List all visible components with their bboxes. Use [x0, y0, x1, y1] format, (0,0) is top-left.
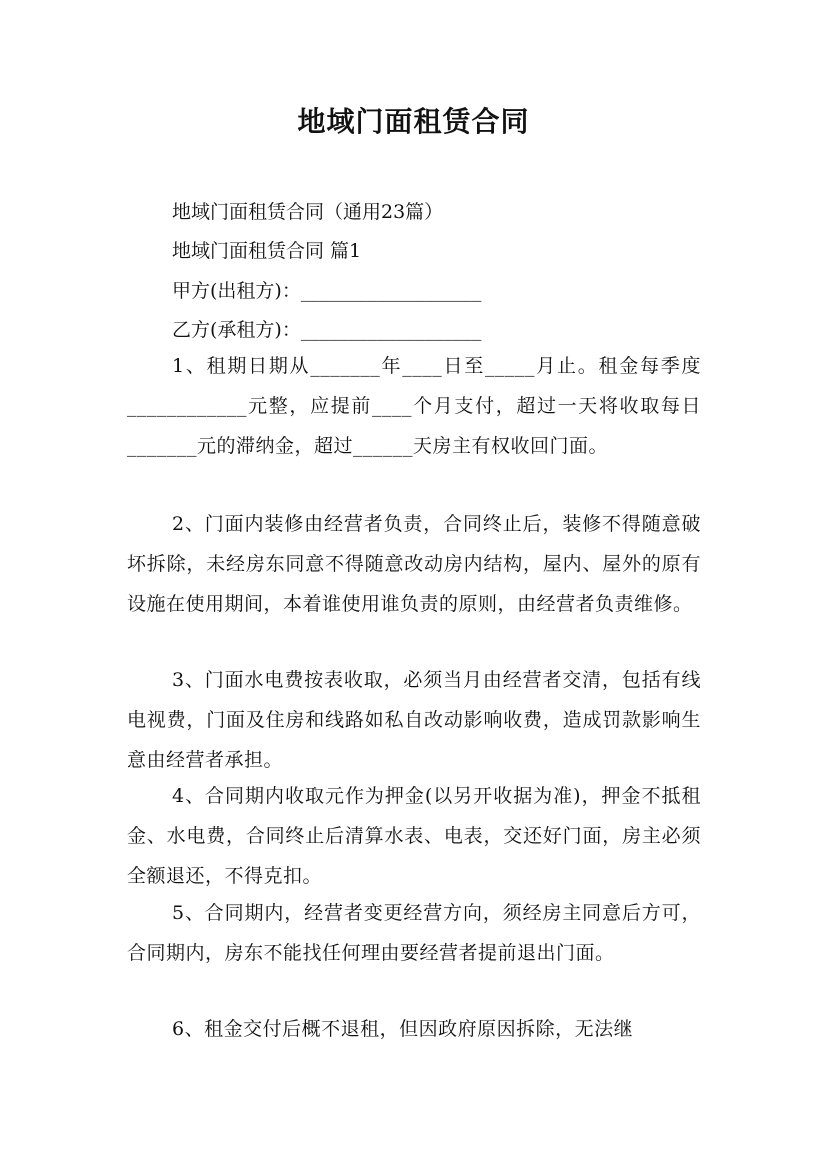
document-subtitle: 地域门面租赁合同（通用23篇）: [172, 201, 444, 223]
clause-2: 2、门面内装修由经营者负责，合同终止后，装修不得随意破坏拆除，未经房东同意不得随意改动房内结构，屋内、屋外的原有设施在使用期间，本着谁使用谁负责的原则，由经营者负责维修。: [127, 513, 701, 615]
party-a-line: 甲方(出租方)：___________________: [172, 280, 482, 302]
clause-6: 6、租金交付后概不退租，但因政府原因拆除，无法继: [172, 1018, 634, 1040]
clause-3: 3、门面水电费按表收取，必须当月由经营者交清，包括有线电视费，门面及住房和线路如私自改动影响收费，造成罚款影响生意由经营者承担。: [127, 669, 701, 771]
section-heading: 地域门面租赁合同 篇1: [172, 240, 362, 262]
clause-5: 5、合同期内，经营者变更经营方向，须经房主同意后方可，合同期内，房东不能找任何理由要经营者提前退出门面。: [127, 902, 701, 964]
clause-1: 1、租期日期从_______年____日至_____月止。租金每季度____________元整，应提前____个月支付，超过一天将收取每日_______元的滞纳金，超过______天房主有权收回门面。: [127, 355, 701, 457]
document-title: 地域门面租赁合同: [297, 105, 530, 138]
party-b-line: 乙方(承租方)：___________________: [172, 319, 482, 341]
clause-4: 4、合同期内收取元作为押金(以另开收据为准)，押金不抵租金、水电费，合同终止后清算水表、电表，交还好门面，房主必须全额退还，不得克扣。: [127, 785, 701, 887]
